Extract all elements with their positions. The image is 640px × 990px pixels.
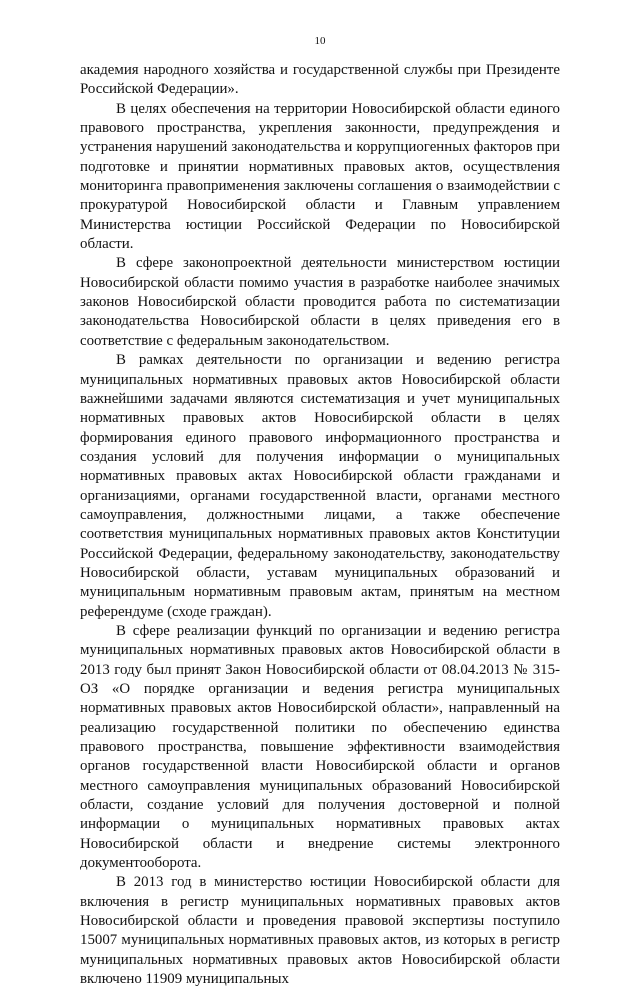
paragraph-6: В 2013 год в министерство юстиции Новосибирской области для включения в регистр муниципальных нормативных правовых актов Новосибирской области и проведения правовой экспертизы поступило 15007 муниципальных нормативных правовых актов, из которых в регистр муниципальных нормативных правовых актов Новосибирской области включено 11909 муниципальных (80, 874, 560, 988)
paragraph-4: В рамках деятельности по организации и ведению регистра муниципальных нормативных правовых актов Новосибирской области важнейшими задачами являются систематизация и учет муниципальных нормативных правовых актов Новосибирской области в целях формирования единого правового информационного пространства и создания условий для получения информации о муниципальных нормативных правовых актах Новосибирской области гражданами и организациями, органами государственной власти, органами местного самоуправления, должностными лицами, а также обеспечение соответствия муниципальных нормативных правовых актов Конституции Российской Федерации, федеральному законодательству, законодательству Новосибирской области, уставам муниципальных образований и муниципальным нормативным правовым актам, принятым на местном референдуме (сходе граждан). (80, 352, 560, 620)
document-body (80, 61, 560, 990)
paragraph-2: В целях обеспечения на территории Новосибирской области единого правового пространства, укрепления законности, предупреждения и устранения нарушений законодательства и коррупциогенных факторов при подготовке и принятии нормативных правовых актов, осуществления мониторинга правоприменения заключены соглашения о взаимодействии с прокуратурой Новосибирской области и Главным управлением Министерства юстиции Российской Федерации по Новосибирской области. (80, 100, 560, 253)
paragraph-3: В сфере законопроектной деятельности министерством юстиции Новосибирской области помимо участия в разработке наиболее значимых законов Новосибирской области проводится работа по систематизации законодательства Новосибирской области в целях приведения его в соответствие с федеральным законодательством. (80, 255, 560, 349)
paragraph-1: академия народного хозяйства и государственной службы при Президенте Российской Федерации». (80, 62, 560, 98)
page-number: 10 (314, 35, 326, 47)
paragraph-5: В сфере реализации функций по организации и ведению регистра муниципальных нормативных правовых актов Новосибирской области в 2013 году был принят Закон Новосибирской области от 08.04.2013 № 315-ОЗ «О порядке организации и ведения регистра муниципальных нормативных правовых актов Новосибирской области», направленный на реализацию государственной политики по обеспечению единства правового пространства, повышение эффективности взаимодействия органов государственной власти Новосибирской области и органов местного самоуправления муниципальных образований Новосибирской области, создание условий для получения достоверной и полной информации о муниципальных нормативных правовых актах Новосибирской области и внедрение системы электронного документооборота. (80, 622, 560, 872)
